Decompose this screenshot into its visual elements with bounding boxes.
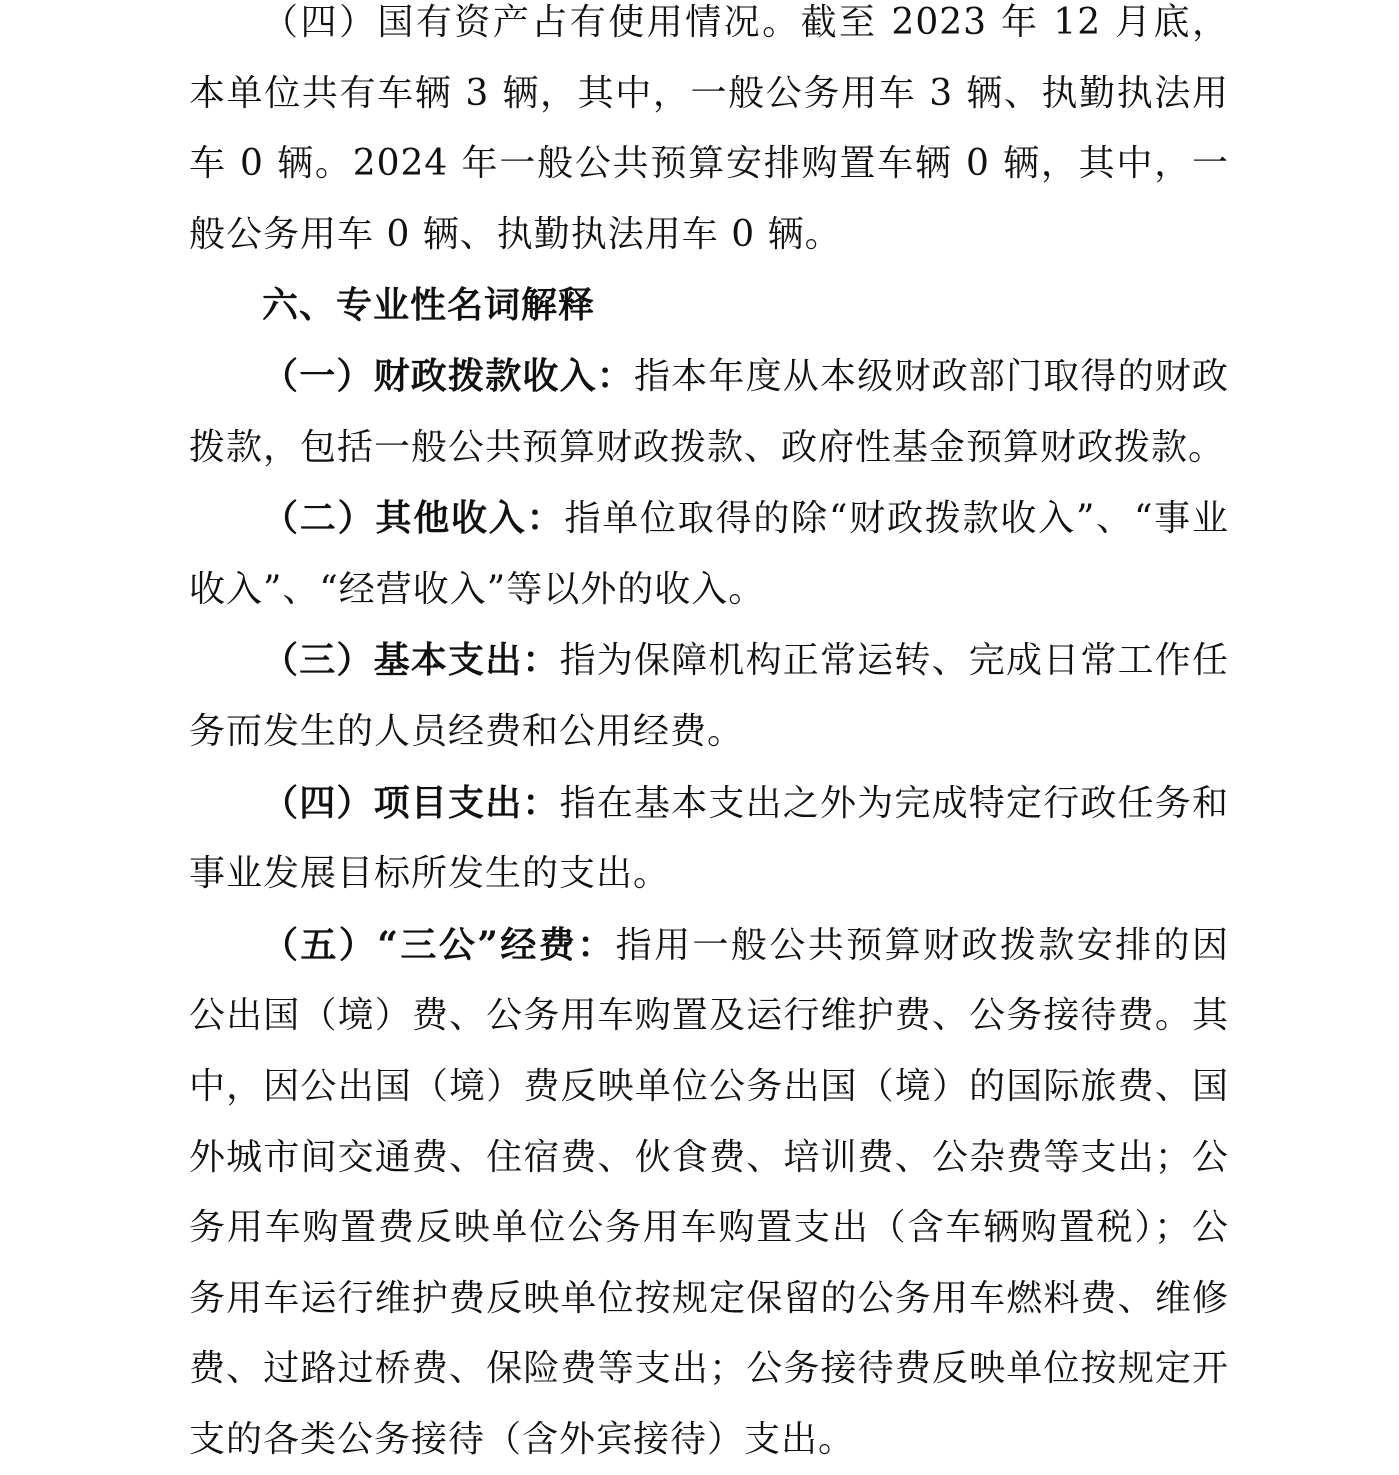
term-label: （一）财政拨款收入： bbox=[262, 354, 634, 397]
paragraph-term-4 bbox=[189, 768, 1229, 910]
paragraph-term-2 bbox=[189, 483, 1229, 625]
term-label: （二）其他收入： bbox=[262, 497, 565, 540]
term-label: （五）“三公”经费： bbox=[262, 923, 616, 966]
section-heading: 六、专业性名词解释 bbox=[262, 284, 596, 327]
term-definition: 指单位取得的除“财政拨款收入”、“事业收入”、“经营收入”等以外的收入。 bbox=[189, 498, 1229, 610]
document-page bbox=[189, 0, 1229, 1475]
paragraph-term-1 bbox=[189, 341, 1229, 483]
term-definition: 指本年度从本级财政部门取得的财政拨款，包括一般公共预算财政拨款、政府性基金预算财政拨款。 bbox=[189, 355, 1229, 468]
term-definition: 指为保障机构正常运转、完成日常工作任务而发生的人员经费和公用经费。 bbox=[189, 640, 1229, 752]
paragraph-assets bbox=[189, 0, 1229, 270]
paragraph-term-3 bbox=[189, 625, 1229, 767]
term-definition: 指在基本支出之外为完成特定行政任务和事业发展目标所发生的支出。 bbox=[189, 782, 1229, 895]
term-label: （三）基本支出： bbox=[262, 639, 560, 682]
paragraph-term-5 bbox=[189, 910, 1229, 1475]
term-label: （四）项目支出： bbox=[262, 781, 560, 824]
term-definition: 指用一般公共预算财政拨款安排的因公出国（境）费、公务用车购置及运行维护费、公务接待费。其中，因公出国（境）费反映单位公务出国（境）的国际旅费、国外城市间交通费、住宿费、伙食费、培训费、公杂费等支出；公务用车购置费反映单位公务用车购置支出（含车辆购置税）；公务用车运行维护费反映单位按规定保留的公务用车燃料费、维修费、过路过桥费、保险费等支出；公务接待费反映单位按规定开支的各类公务接待（含外宾接待）支出。 bbox=[189, 924, 1229, 1460]
paragraph-assets-text: （四）国有资产占有使用情况。截至 2023 年 12 月底，本单位共有车辆 3 辆，其中，一般公务用车 3 辆、执勤执法用车 0 辆。2024 年一般公共预算安排购置车辆 0 辆，其中，一般公务用车 0 辆、执勤执法用车 0 辆。 bbox=[189, 2, 1229, 255]
